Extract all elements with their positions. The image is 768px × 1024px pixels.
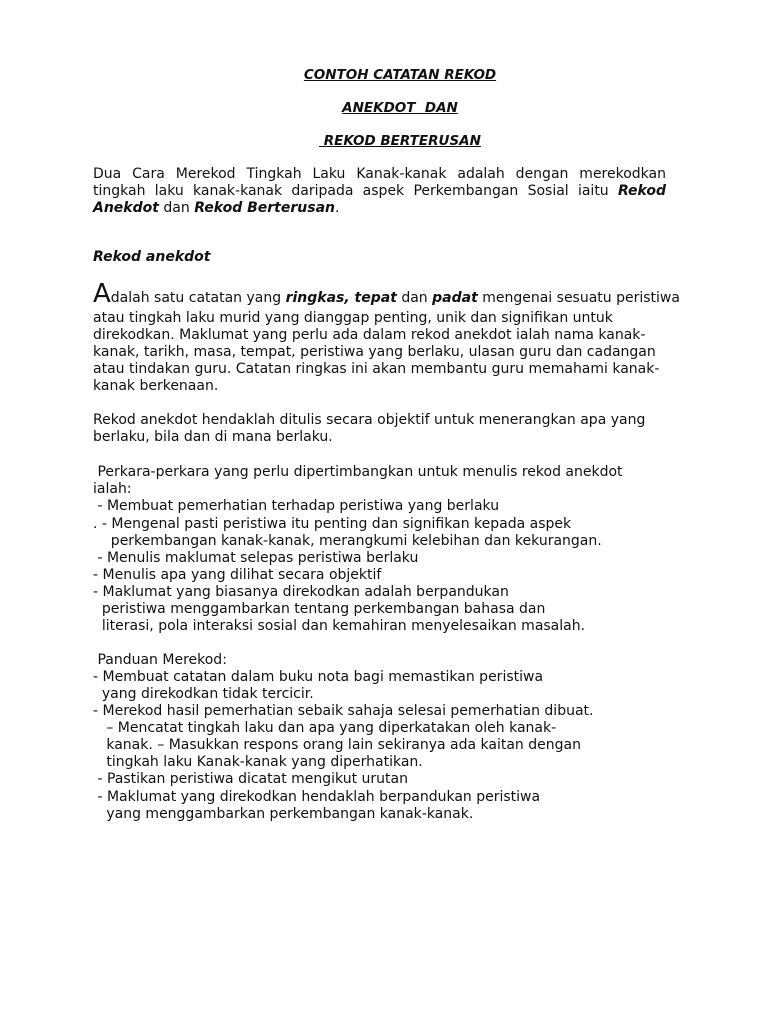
objective-line: berlaku, bila dan di mana berlaku.	[93, 429, 333, 445]
anekdot-line: atau tindakan guru. Catatan ringkas ini akan membantu guru memahami kanak-	[93, 361, 660, 377]
intro-bold-2: Rekod Berterusan	[194, 200, 335, 216]
perkara-line: - Menulis maklumat selepas peristiwa berlaku	[93, 550, 419, 566]
perkara-line: perkembangan kanak-kanak, merangkumi kelebihan dan kekurangan.	[93, 533, 602, 549]
panduan-line: - Pastikan peristiwa dicatat mengikut urutan	[93, 771, 408, 787]
title-line-3: REKOD BERTERUSAN	[319, 133, 481, 149]
intro-bold-1: Rekod Anekdot	[93, 183, 666, 216]
intro-text-c: .	[334, 200, 340, 216]
panduan-line: Panduan Merekod:	[93, 652, 227, 668]
perkara-line: peristiwa menggambarkan tentang perkembangan bahasa dan	[93, 601, 546, 617]
objective-line: Rekod anekdot hendaklah ditulis secara objektif untuk menerangkan apa yang	[93, 412, 646, 428]
panduan-line: kanak. – Masukkan respons orang lain sekiranya ada kaitan dengan	[93, 737, 581, 753]
title-line-1: CONTOH CATATAN REKOD	[303, 67, 497, 83]
anekdot-first-line	[93, 281, 713, 311]
section-heading-rekod-anekdot: Rekod anekdot	[93, 249, 211, 265]
perkara-line: ialah:	[93, 481, 132, 497]
intro-paragraph	[93, 166, 666, 217]
intro-text-a: Dua Cara Merekod Tingkah Laku Kanak-kanak adalah dengan merekodkan tingkah laku kanak-kanak daripada aspek Perkembangan Sosial iaitu	[93, 166, 666, 199]
perkara-line: literasi, pola interaksi sosial dan kemahiran menyelesaikan masalah.	[93, 618, 586, 634]
anekdot-bold-2: padat	[432, 290, 478, 306]
panduan-line: yang menggambarkan perkembangan kanak-kanak.	[93, 806, 474, 822]
anekdot-paragraph	[93, 281, 713, 311]
anekdot-line: direkodkan. Maklumat yang perlu ada dalam rekod anekdot ialah nama kanak-	[93, 327, 646, 343]
title-line-2: ANEKDOT DAN	[342, 100, 458, 116]
perkara-line: - Menulis apa yang dilihat secara objektif	[93, 567, 382, 583]
perkara-line: Perkara-perkara yang perlu dipertimbangkan untuk menulis rekod anekdot	[93, 464, 623, 480]
anekdot-line: kanak berkenaan.	[93, 378, 219, 394]
panduan-line: tingkah laku Kanak-kanak yang diperhatikan.	[93, 754, 423, 770]
dropcap-letter: A	[93, 279, 111, 309]
panduan-line: - Maklumat yang direkodkan hendaklah berpandukan peristiwa	[93, 789, 541, 805]
perkara-line: . - Mengenal pasti peristiwa itu penting dan signifikan kepada aspek	[93, 516, 572, 532]
anekdot-line: atau tingkah laku murid yang dianggap penting, unik dan signifikan untuk	[93, 310, 613, 326]
intro-text-b: dan	[158, 200, 195, 216]
panduan-line: – Mencatat tingkah laku dan apa yang diperkatakan oleh kanak-	[93, 720, 557, 736]
anekdot-bold-1: ringkas, tepat	[285, 290, 397, 306]
panduan-line: - Merekod hasil pemerhatian sebaik sahaja selesai pemerhatian dibuat.	[93, 703, 594, 719]
anekdot-text-c: mengenai sesuatu peristiwa	[477, 290, 680, 306]
anekdot-text-a: dalah satu catatan yang	[110, 290, 286, 306]
panduan-line: - Membuat catatan dalam buku nota bagi memastikan peristiwa	[93, 669, 544, 685]
anekdot-text-b: dan	[396, 290, 433, 306]
perkara-line: - Maklumat yang biasanya direkodkan adalah berpandukan	[93, 584, 509, 600]
panduan-line: yang direkodkan tidak tercicir.	[93, 686, 314, 702]
perkara-line: - Membuat pemerhatian terhadap peristiwa yang berlaku	[93, 498, 500, 514]
anekdot-line: kanak, tarikh, masa, tempat, peristiwa yang berlaku, ulasan guru dan cadangan	[93, 344, 656, 360]
